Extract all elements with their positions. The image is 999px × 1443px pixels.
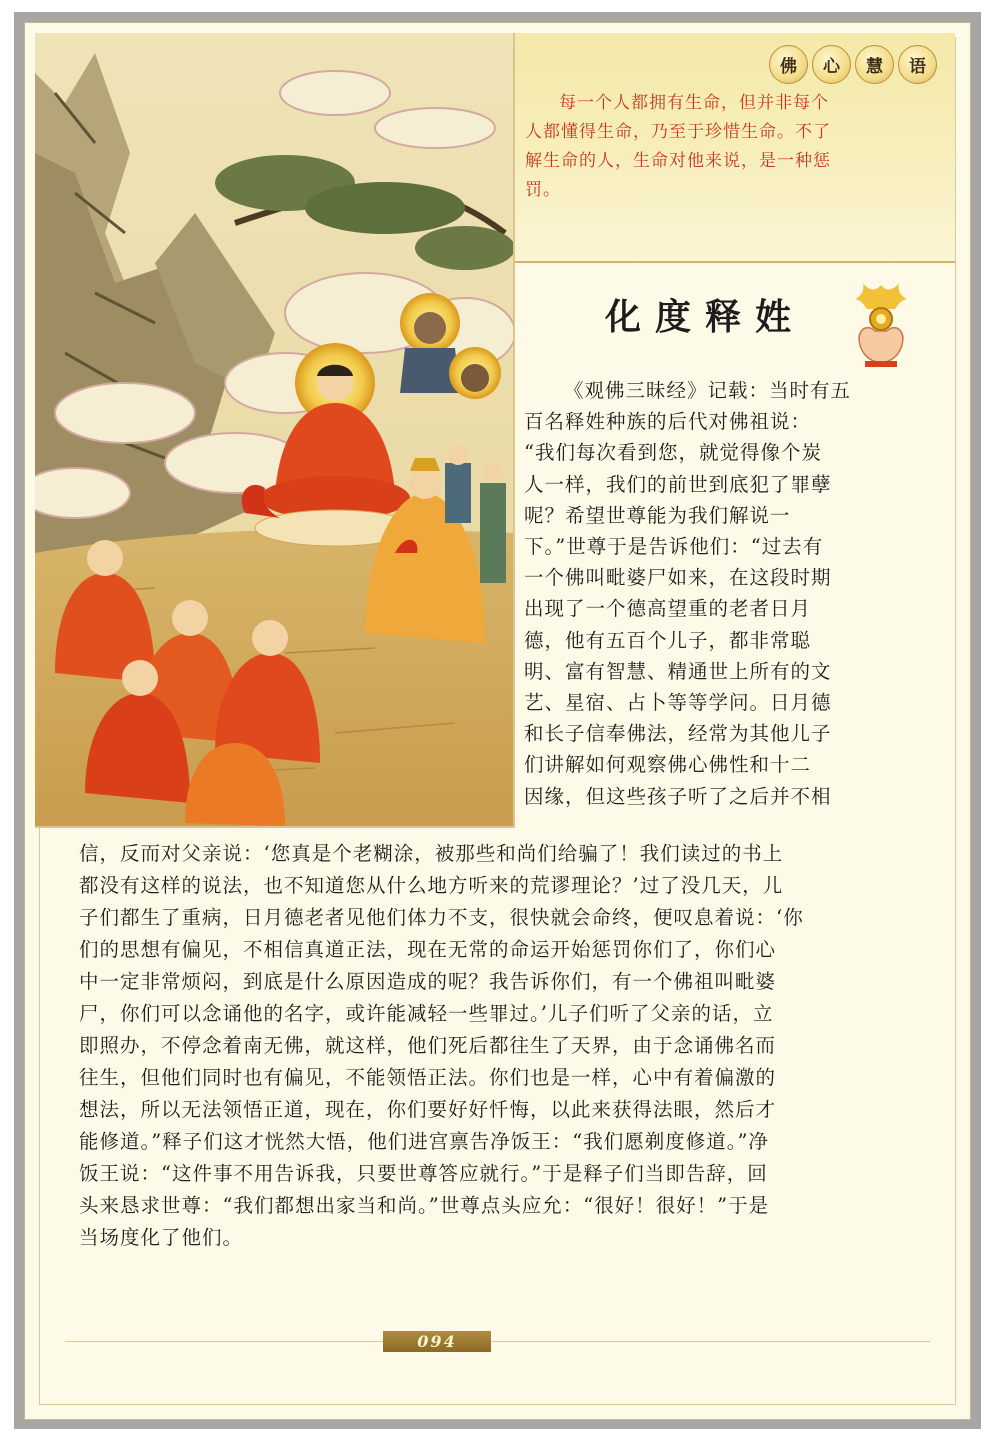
- body-line: 子们都生了重病，日月德老者见他们体力不支，很快就会命终，便叹息着说：‘你: [79, 906, 804, 929]
- header-badge: 慧: [855, 45, 894, 84]
- header-badge: 心: [812, 45, 851, 84]
- body-line: 和长子信奉佛法，经常为其他儿子: [524, 722, 832, 746]
- body-line: 往生，但他们同时也有偏见，不能领悟正法。你们也是一样，心中有着偏激的: [79, 1066, 777, 1089]
- body-line: 当场度化了他们。: [79, 1226, 244, 1249]
- body-line: 下。”世尊于是告诉他们：“过去有: [524, 535, 824, 559]
- wisdom-quote: [525, 89, 863, 205]
- body-line: “我们每次看到您，就觉得像个炭: [524, 441, 822, 465]
- buddhist-painting: [35, 33, 515, 828]
- page-number: 094: [383, 1331, 491, 1352]
- body-line: 能修道。”释子们这才恍然大悟，他们进宫禀告净饭王：“我们愿剃度修道。”净: [79, 1130, 769, 1153]
- body-line: 百名释姓种族的后代对佛祖说：: [524, 410, 812, 434]
- article-body-right: [524, 375, 864, 812]
- body-line: 头来恳求世尊：“我们都想出家当和尚。”世尊点头应允：“很好！很好！”于是: [79, 1194, 770, 1217]
- body-line: 人一样，我们的前世到底犯了罪孽: [524, 472, 832, 496]
- header-badge: 语: [898, 45, 937, 84]
- footer-rule: [65, 1341, 930, 1342]
- body-line: 都没有这样的说法，也不知道您从什么地方听来的荒谬理论？’过了没几天，儿: [79, 874, 784, 897]
- body-line: 中一定非常烦闷，到底是什么原因造成的呢？我告诉你们，有一个佛祖叫毗婆: [79, 970, 777, 993]
- body-line: 们讲解如何观察佛心佛性和十二: [524, 753, 812, 777]
- body-line: 艺、星宿、占卜等等学问。日月德: [524, 691, 832, 715]
- body-line: 饭王说：“这件事不用告诉我，只要世尊答应就行。”于是释子们当即告辞，回: [79, 1162, 768, 1185]
- header-badge: 佛: [769, 45, 808, 84]
- painting-illustration: [35, 33, 513, 826]
- quote-line: 每一个人都拥有生命，但并非每个: [559, 93, 829, 113]
- body-line: 即照办，不停念着南无佛，就这样，他们死后都往生了天界，由于念诵佛名而: [79, 1034, 777, 1057]
- quote-line: 罚。: [525, 180, 561, 200]
- body-line: 呢？希望世尊能为我们解说一: [524, 503, 791, 527]
- quote-line: 人都懂得生命，乃至于珍惜生命。不了: [525, 122, 831, 142]
- hand-holding-flaming-jewel-icon: [851, 279, 911, 369]
- body-line: 想法，所以无法领悟正道，现在，你们要好好忏悔，以此来获得法眼，然后才: [79, 1098, 777, 1121]
- body-line: 《观佛三昧经》记载：当时有五: [564, 379, 852, 402]
- body-line: 德，他有五百个儿子，都非常聪: [524, 628, 812, 652]
- body-line: 明、富有智慧、精通世上所有的文: [524, 659, 832, 683]
- body-line: 出现了一个德高望重的老者日月: [524, 597, 812, 621]
- body-line: 因缘，但这些孩子听了之后并不相: [524, 784, 832, 808]
- header-badges: [769, 45, 937, 84]
- article-title: 化度释姓: [605, 296, 806, 338]
- article-body-wide: [79, 838, 865, 1254]
- body-line: 一个佛叫毗婆尸如来，在这段时期: [524, 566, 832, 590]
- body-line: 信，反而对父亲说：‘您真是个老糊涂，被那些和尚们给骗了！我们读过的书上: [79, 842, 784, 865]
- body-line: 尸，你们可以念诵他的名字，或许能减轻一些罪过。’儿子们听了父亲的话，立: [79, 1002, 774, 1025]
- book-page: [24, 22, 971, 1420]
- quote-line: 解生命的人，生命对他来说，是一种惩: [525, 151, 831, 171]
- body-line: 们的思想有偏见，不相信真道正法，现在无常的命运开始惩罚你们了，你们心: [79, 938, 777, 961]
